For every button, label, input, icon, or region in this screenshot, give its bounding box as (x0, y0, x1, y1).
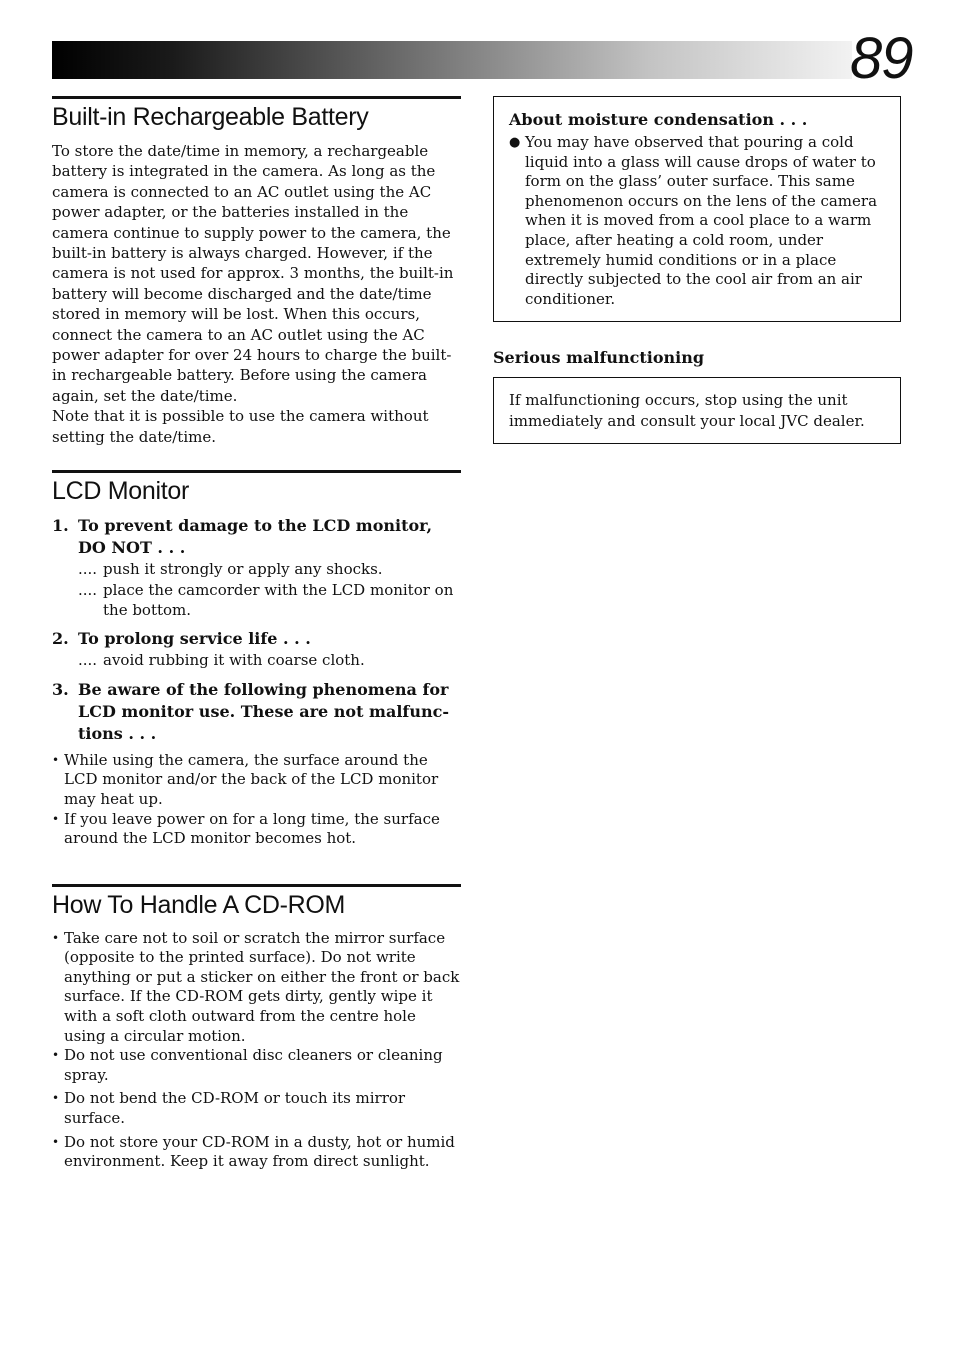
lcd-item-line (52, 650, 461, 670)
bullet-icon: • (52, 1091, 60, 1106)
moisture-bullet (509, 133, 885, 309)
lcd-bullet (52, 751, 461, 810)
lcd-bullet-text: While using the camera, the surface around the LCD monitor and/or the back of the LCD monitor may heat up. (64, 750, 439, 808)
dots-leader: .... (78, 651, 98, 670)
moisture-bullet-text: You may have observed that pouring a cold liquid into a glass will cause drops of water to form on the glass’ outer surface. This same phenomenon occurs on the lens of the camera when it is moved from a cool place to a warm place, after heating a cold room, under extremely humid conditions or in a place directly subjected to the cool air from an air conditioner. (525, 133, 878, 308)
cdrom-section-title: How To Handle A CD-ROM (52, 890, 346, 919)
battery-paragraph: To store the date/time in memory, a rechargeable battery is integrated in the camera. As long as the camera is connected to an AC outlet using the AC power adapter, or the batteries installed in the camera continue to supply power to the camera, the built-in battery is always charged. However, if the camera is not used for approx. 3 months, the built-in battery will become discharged and the date/time stored in memory will be lost. When this occurs, connect the camera to an AC outlet using the AC power adapter for over 24 hours to charge the built-in rechargeable battery. Before using the camera again, set the date/time. (52, 142, 454, 405)
bullet-icon: ● (509, 135, 521, 150)
cdrom-bullet (52, 929, 461, 1047)
cdrom-bullet (52, 1133, 461, 1172)
battery-section (52, 96, 461, 447)
lcd-item-3 (52, 679, 461, 745)
moisture-title: About moisture condensation . . . (509, 110, 808, 129)
lcd-item-number: 3. (52, 679, 69, 699)
lcd-item-title: To prolong service life . . . (78, 629, 311, 649)
cdrom-section (52, 884, 461, 1172)
lcd-item-line-text: push it strongly or apply any shocks. (103, 560, 383, 579)
lcd-bullet (52, 810, 461, 849)
lcd-item-2 (52, 628, 461, 650)
bullet-icon: • (52, 1134, 60, 1149)
bullet-icon: • (52, 752, 60, 767)
battery-note: Note that it is possible to use the camera without setting the date/time. (52, 407, 429, 446)
moisture-box (493, 96, 901, 322)
page-number: 89 (850, 26, 913, 91)
lcd-section-title: LCD Monitor (52, 477, 190, 506)
cdrom-bullet-text: Do not store your CD-ROM in a dusty, hot or humid environment. Keep it away from direct sunlight. (64, 1132, 455, 1171)
lcd-item-line-text: place the camcorder with the LCD monitor on the bottom. (103, 580, 454, 619)
cdrom-bullet (52, 1046, 461, 1085)
lcd-item-line (52, 559, 461, 579)
cdrom-bullet-text: Take care not to soil or scratch the mirror surface (opposite to the printed surface). Do not write anything or put a sticker on either the front or back surface. If the CD-ROM gets dirty, gently wipe it with a soft cloth outward from the centre hole using a circular motion. (64, 928, 460, 1045)
bullet-icon: • (52, 811, 60, 826)
cdrom-bullet-text: Do not use conventional disc cleaners or cleaning spray. (64, 1046, 443, 1084)
bullet-icon: • (52, 1048, 60, 1063)
battery-section-title: Built-in Rechargeable Battery (52, 103, 369, 131)
malfunction-text: If malfunctioning occurs, stop using the unit immediately and consult your local JVC dealer. (509, 391, 865, 430)
dots-leader: .... (78, 560, 98, 579)
bullet-icon: • (52, 930, 60, 945)
right-column (493, 96, 901, 444)
lcd-section (52, 470, 461, 849)
cdrom-bullet-text: Do not bend the CD-ROM or touch its mirror surface. (64, 1089, 406, 1128)
left-column (52, 96, 461, 1172)
malfunction-box (493, 377, 901, 444)
lcd-item-line (52, 580, 461, 621)
lcd-item-title: Be aware of the following phenomena for LCD monitor use. These are not malfunc-tions . . . (78, 679, 449, 743)
lcd-item-number: 1. (52, 516, 69, 536)
malfunction-title: Serious malfunctioning (493, 348, 705, 368)
lcd-bullet-text: If you leave power on for a long time, the surface around the LCD monitor becomes hot. (64, 809, 440, 848)
dots-leader: .... (78, 580, 98, 599)
lcd-item-title: To prevent damage to the LCD monitor, DO NOT . . . (78, 516, 433, 558)
lcd-item-1 (52, 515, 461, 559)
lcd-item-number: 2. (52, 629, 69, 649)
header-gradient-bar (52, 41, 852, 79)
cdrom-bullet (52, 1089, 461, 1128)
lcd-item-line-text: avoid rubbing it with coarse cloth. (103, 651, 365, 670)
